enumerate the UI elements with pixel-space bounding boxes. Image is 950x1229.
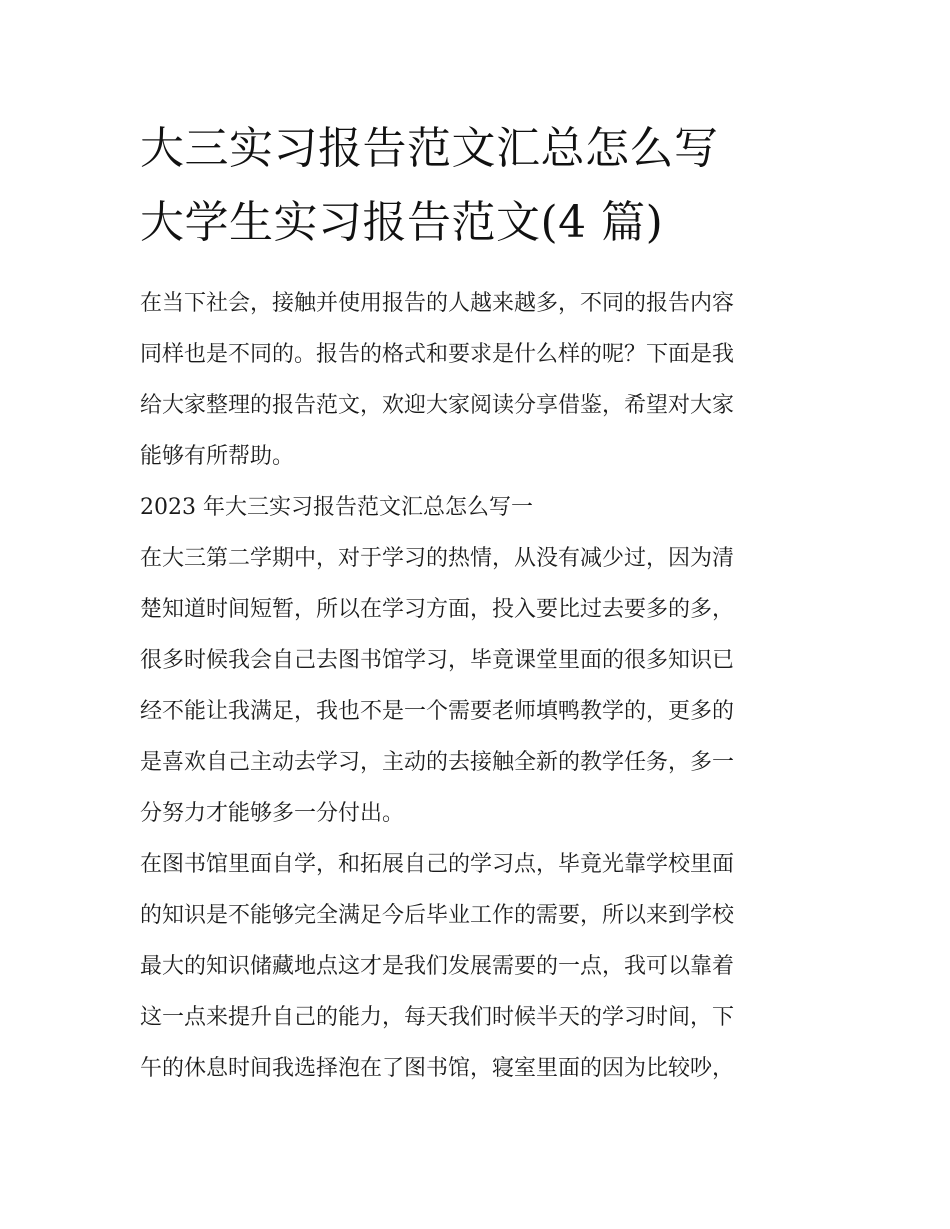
text-line: 这一点来提升自己的能力，每天我们时候半天的学习时间，下 (140, 1005, 735, 1030)
intro-paragraph (140, 278, 820, 482)
text-line: 是喜欢自己主动去学习，主动的去接触全新的教学任务，多一 (140, 750, 735, 775)
text-line: 很多时候我会自己去图书馆学习，毕竟课堂里面的很多知识已 (140, 648, 735, 673)
text-line: 经不能让我满足，我也不是一个需要老师填鸭教学的，更多的 (140, 699, 735, 724)
text-line: 楚知道时间短暂，所以在学习方面，投入要比过去要多的多， (140, 597, 735, 622)
text-line: 在图书馆里面自学，和拓展自己的学习点，毕竟光靠学校里面 (140, 852, 735, 877)
text-line: 在大三第二学期中，对于学习的热情，从没有减少过，因为清 (140, 546, 735, 571)
document-body (140, 278, 820, 1094)
text-line: 在当下社会，接触并使用报告的人越来越多，不同的报告内容 (140, 291, 735, 316)
text-line: 午的休息时间我选择泡在了图书馆，寝室里面的因为比较吵， (140, 1056, 735, 1081)
text-line: 同样也是不同的。报告的格式和要求是什么样的呢？下面是我 (140, 342, 735, 367)
body-paragraph-2 (140, 839, 820, 1094)
body-paragraph-1 (140, 533, 820, 839)
text-line: 最大的知识储藏地点这才是我们发展需要的一点，我可以靠着 (140, 954, 735, 979)
document-title (140, 112, 820, 260)
text-line: 的知识是不能够完全满足今后毕业工作的需要，所以来到学校 (140, 903, 735, 928)
text-line: 给大家整理的报告范文，欢迎大家阅读分享借鉴，希望对大家 (140, 393, 735, 418)
title-line: 大三实习报告范文汇总怎么写 (140, 123, 719, 174)
section-heading: 2023 年大三实习报告范文汇总怎么写一 (140, 495, 533, 520)
text-line: 能够有所帮助。 (140, 444, 295, 469)
text-line: 分努力才能够多一分付出。 (140, 801, 405, 826)
title-line: 大学生实习报告范文(4 篇) (140, 197, 664, 248)
